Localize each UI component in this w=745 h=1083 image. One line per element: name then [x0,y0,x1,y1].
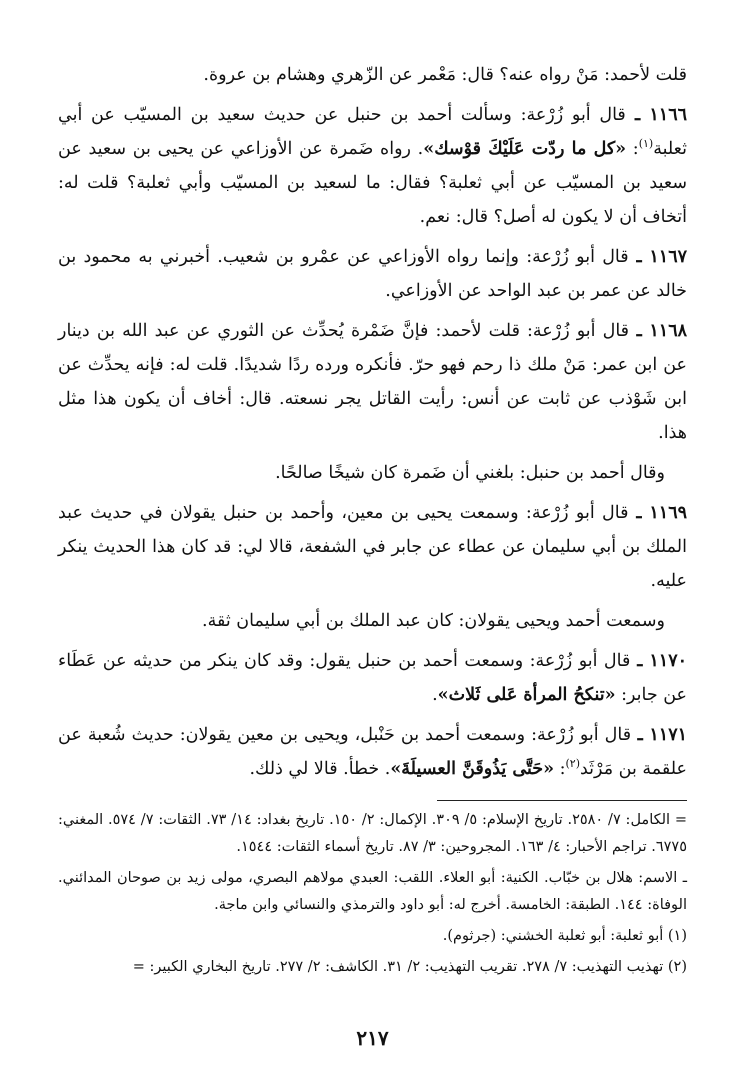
text-run: قال أبو زُرْعة: وسمعت أحمد بن حنبل يقول: وقد كان ينكر من حديثه عن عَطَاء عن جابر: [58,651,687,705]
bold-text: ١١٦٨ ـ [629,321,688,341]
bold-text: «حَتَّى يَذُوقَنَّ العسيلَةَ» [390,759,555,779]
paragraph-p1168 [58,314,687,450]
bold-text: «كل ما ردّت عَلَيْكَ قوْسك» [423,139,627,159]
text-run: . خطأ. قالا لي ذلك. [249,759,391,779]
bold-text: «تنكحُ المرأة عَلى ثَلاث» [437,685,616,705]
bold-text: ١١٦٦ ـ [625,105,688,125]
paragraph-p0 [58,58,687,92]
bold-text: ١١٦٧ ـ [628,247,688,267]
text-run: . [432,685,438,705]
text-run: وسمعت أحمد ويحيى يقولان: كان عبد الملك بن أبي سليمان ثقة. [202,611,665,631]
footnote-fn-2 [58,954,687,981]
text-run: قال أبو زُرْعة: وسألت أحمد بن حنبل عن حديث سعيد بن المسيّب عن أبي ثعلبة [58,105,687,159]
paragraph-p-abdulmalik [58,604,687,638]
text-run: قلت لأحمد: مَنْ رواه عنه؟ قال: مَعْمر عن الزّهري وهشام بن عروة. [203,65,687,85]
text-run: قال أبو زُرْعة: وإنما رواه الأوزاعي عن عمْرو بن شعيب. أخبرني به محمود بن خالد عن عمر بن عبد الواحد عن الأوزاعي. [58,247,687,301]
paragraph-p1169 [58,496,687,598]
text-run: . رواه ضَمرة عن الأوزاعي عن يحيى بن سعيد عن سعيد بن المسيّب عن أبي ثعلبة؟ فقال: ما لسعيد بن المسيّب وأبي ثعلبة؟ قلت له: أتخاف أن لا يكون له أصل؟ قال: نعم. [58,139,687,227]
bold-text: ١١٧٠ ـ [630,651,687,671]
text-run: قال أبو زُرْعة: وسمعت يحيى بن معين، وأحمد بن حنبل يقولان في حديث عبد الملك بن أبي سليمان عن عطاء عن جابر في الشفعة، قالا لي: قد كان هذا الحديث ينكر عليه. [58,503,687,591]
footnote-text: (١) أبو ثعلبة: أبو ثعلبة الخشني: (جرثوم). [442,928,687,944]
text-run: وقال أحمد بن حنبل: بلغني أن ضَمرة كان شيخًا صالحًا. [275,463,665,483]
paragraph-p-hanbal [58,456,687,490]
footnote-fn-cont [58,807,687,861]
footnote-fn-ism [58,865,687,919]
paragraph-p1170 [58,644,687,712]
paragraph-p1166 [58,98,687,234]
text-run: : [554,759,566,779]
footnote-marker: (١) [638,137,654,151]
main-text [58,58,687,786]
text-run: قال أبو زُرْعة: قلت لأحمد: فإنَّ ضَمْرة يُحدِّث عن الثوري عن عبد الله بن دينار عن ابن عمر: مَنْ ملك ذا رحم فهو حرّ. فأنكره ورده ردًا شديدًا. قلت له: فإنه يحدِّث عن ابن شَوْذب عن ثابت عن أنس: رأيت القاتل يجر نسعته. قال: أخاف أن يكون هذا مثل هذا. [58,321,687,443]
footnote-separator [437,800,687,801]
footnote-marker: (٢) [565,757,580,771]
footnote-text: = الكامل: ٧/ ٢٥٨٠. تاريخ الإسلام: ٥/ ٣٠٩. الإكمال: ٢/ ١٥٠. تاريخ بغداد: ١٤/ ٧٣. الثقات: ٧/ ٥٧٤. المغني: ٦٧٧٥. تراجم الأحبار: ٤/ ١٦٣. المجروحين: ٣/ ٨٧. تاريخ أسماء الثقات: ١٥٤٤. [58,812,688,855]
page-number: ٢١٧ [356,1026,389,1050]
text-run: : [626,139,639,159]
paragraph-p1171 [58,718,687,786]
bold-text: ١١٧١ ـ [631,725,687,745]
footnote-text: ـ الاسم: هلال بن خبّاب. الكنية: أبو العلاء. اللقب: العبدي مولاهم البصري، مولى زيد بن صوحان المدائني. الوفاة: ١٤٤. الطبقة: الخامسة. أخرج له: أبو داود والترمذي والنسائي وابن ماجة. [58,870,687,913]
footnote-fn-1 [58,923,687,950]
footnote-text: (٢) تهذيب التهذيب: ٧/ ٢٧٨. تقريب التهذيب: ٢/ ٣١. الكاشف: ٢/ ٢٧٧. تاريخ البخاري الكبير: = [132,959,687,975]
footnotes [58,807,687,981]
paragraph-p1167 [58,240,687,308]
bold-text: ١١٦٩ ـ [628,503,688,523]
text-run: قال أبو زُرْعة: وسمعت أحمد بن حَنْبل، ويحيى بن معين يقولان: حديث شُعبة عن علقمة بن مَرْثَد [58,725,687,779]
